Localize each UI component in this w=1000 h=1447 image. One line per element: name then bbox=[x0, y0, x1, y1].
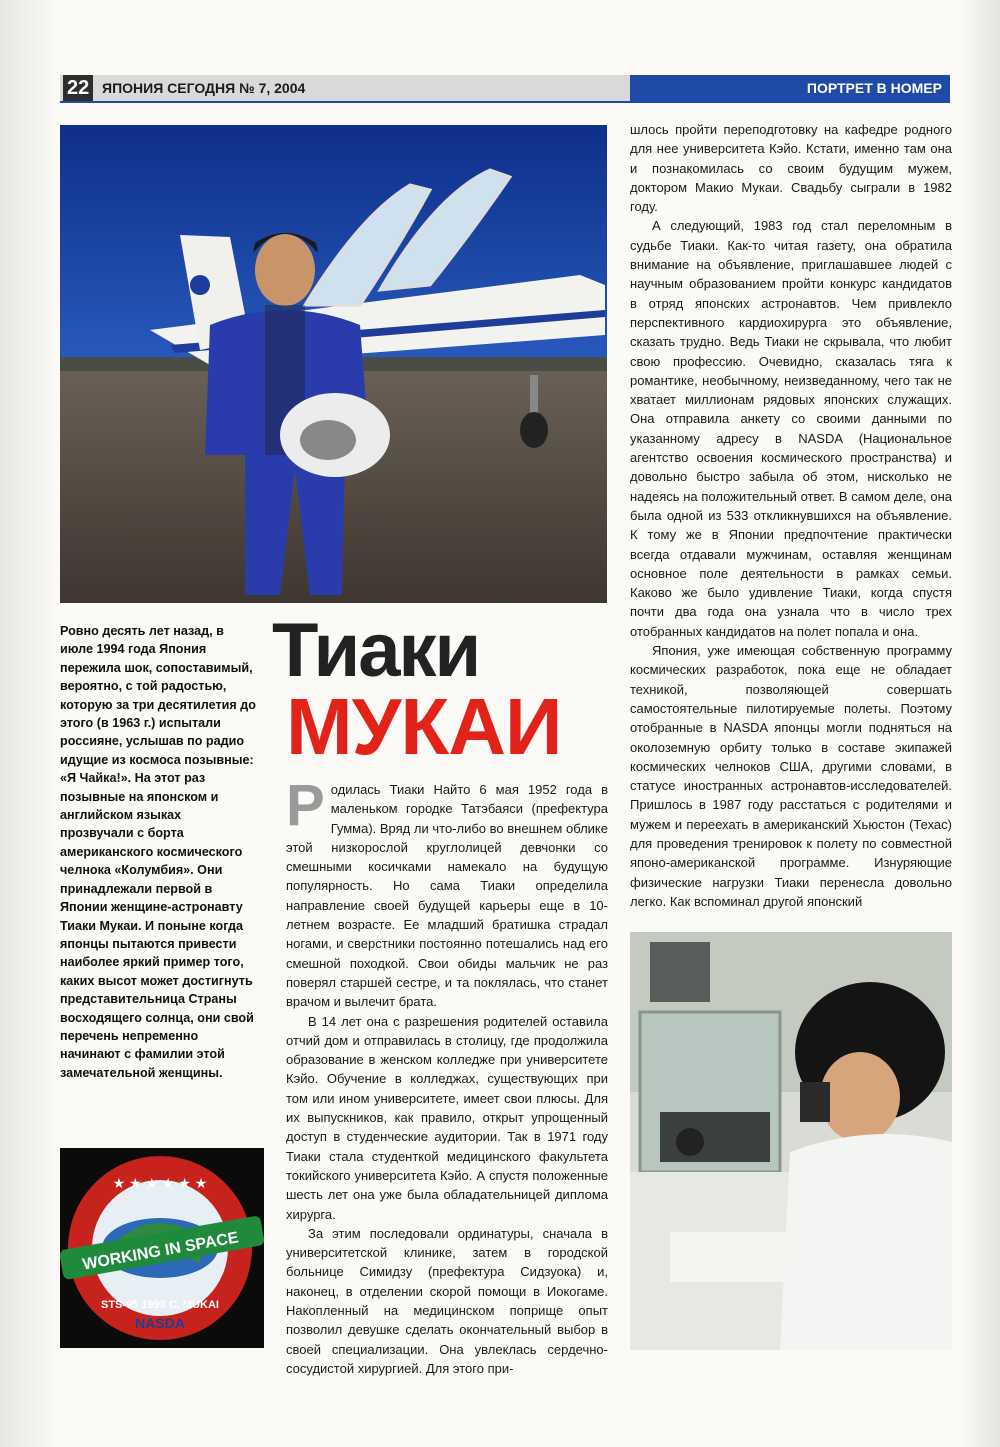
article-column-right bbox=[630, 120, 952, 911]
article-paragraph: За этим последовали ординатуры, сначала в университетской клинике, затем в городской больнице Симидзу (префектура Сидзуока) и, наконец, в отделении скорой помощи в Иокогаме. Накопленный на медицинском поприще опыт позволил девушке сделать окончательный выбор в своей специализации. Она увлеклась сердечно-сосудистой хирургией. Для этого при- bbox=[286, 1225, 608, 1376]
mission-patch-photo bbox=[60, 1148, 264, 1348]
page-number: 22 bbox=[63, 75, 93, 101]
article-paragraph: А следующий, 1983 год стал переломным в судьбе Тиаки. Как-то читая газету, она обратила внимание на объявление, приглашавшее людей с научным образованием пройти конкурс кандидатов в отряд японских астронавтов. Чем привлекло перспективного кардиохирурга это объявление, сказать трудно. Ведь Тиаки не скрывала, что любит свою профессию. Очевидно, сказалась тяга к романтике, необычному, неизведанному, чего так не хватает миллионам рядовых японских служащих. Она отправила анкету со своими данными по указанному адресу в NASDA (Национальное агентство освоения космического пространства) и довольно быстро забыла об этом, нисколько не надеясь на положительный ответ. В самом деле, она была одной из 533 откликнувшихся на объявление. К тому же в Японии предпочтение практически всегда отдавали мужчинам, оставляя женщинам основное поле деятельности в рамках семьи. Каково же было удивление Тиаки, когда спустя почти два года она узнала что в число трех отобранных кандидатов на полет попала и она. bbox=[630, 218, 952, 639]
section-label: ПОРТРЕТ В НОМЕР bbox=[630, 75, 950, 101]
astronaut-photo bbox=[60, 125, 607, 603]
article-title-last-name: МУКАИ bbox=[286, 682, 562, 771]
patch-arc-text: WORKING IN SPACE bbox=[81, 1229, 240, 1274]
article-paragraph: Родилась Тиаки Найто 6 мая 1952 года в маленьком городке Татэбаяси (префектура Гумма). Вряд ли что-либо во внешнем облике этой низкорослой круглолицей девчонки со смешными косичками намекало на будущую популярность. Но сама Тиаки определила направление своей будущей карьеры еще в 10-летнем возрасте. Ее младший братишка страдал ногами, и сверстники постоянно потешались над его смешной походкой. Свои обиды мальчик не раз поверял старшей сестре, и та поклялась, что станет врачом и вылечит брата. bbox=[286, 773, 608, 1010]
article-column-middle bbox=[286, 773, 608, 1378]
svg-text:★ ★ ★ ★ ★ ★: ★ ★ ★ ★ ★ ★ bbox=[112, 1175, 208, 1191]
patch-agency-text: NASDA bbox=[135, 1315, 185, 1331]
patch-mission-text: STS-95 1998 C. MUKAI bbox=[101, 1299, 219, 1311]
laboratory-photo bbox=[630, 932, 952, 1350]
drop-cap: Р bbox=[286, 773, 325, 838]
article-paragraph: Япония, уже имеющая собственную программу космических разработок, пока еще не обладает техникой, позволяющей совершать самостоятельные пилотируемые полеты. Поэтому отобранные в NASDA японцы могли подняться на околоземную орбиту только в составе экипажей космических челноков США, другими словами, в статусе иностранных астронавтов-исследователей. Пришлось в 1987 году расстаться с родителями и мужем и переехать в американский Хьюстон (Техас) для проведения тренировок к полету по совместной японо-американской программе. Изнуряющие физические нагрузки Тиаки перенесла довольно легко. Как вспоминал другой японский bbox=[630, 643, 952, 909]
magazine-title: ЯПОНИЯ СЕГОДНЯ № 7, 2004 bbox=[102, 80, 306, 96]
lead-paragraph: Ровно десять лет назад, в июле 1994 года Япония пережила шок, сопоставимый, вероятно, с той радостью, которую за три десятилетия до этого (в 1963 г.) испытали россияне, услышав по радио идущие из космоса позывные: «Я Чайка!». На этот раз позывные на японском и английском языках прозвучали с борта американского космического челнока «Колумбия». Они принадлежали первой в Японии женщине-астронавту Тиаки Мукаи. И поныне когда японцы пытаются привести наиболее яркий пример того, каких высот может достигнуть представительница Страны восходящего солнца, они свой перечень непременно начинают с фамилии этой замечательной женщины. bbox=[60, 624, 256, 1080]
article-paragraph: шлось пройти переподготовку на кафедре родного для нее университета Кэйо. Кстати, именно там она и познакомилась со своим будущим мужем, доктором Макио Мукаи. Свадьбу сыграли в 1982 году. bbox=[630, 122, 952, 215]
article-paragraph: В 14 лет она с разрешения родителей оставила отчий дом и отправилась в столицу, где продолжила образование в женском колледже при университете Кэйо. Обучение в колледжах, существующих при том или ином университете, имеет свои плюсы. Для их выпускников, как правило, открыт упрощенный доступ в студенческие аудитории. Так в 1971 году Тиаки стала студенткой медицинского факультета токийского университета Кэйо. А спустя положенные шесть лет она уже была обладательницей диплома хирурга. bbox=[286, 1013, 608, 1222]
article-title-first-name: Тиаки bbox=[272, 608, 480, 693]
